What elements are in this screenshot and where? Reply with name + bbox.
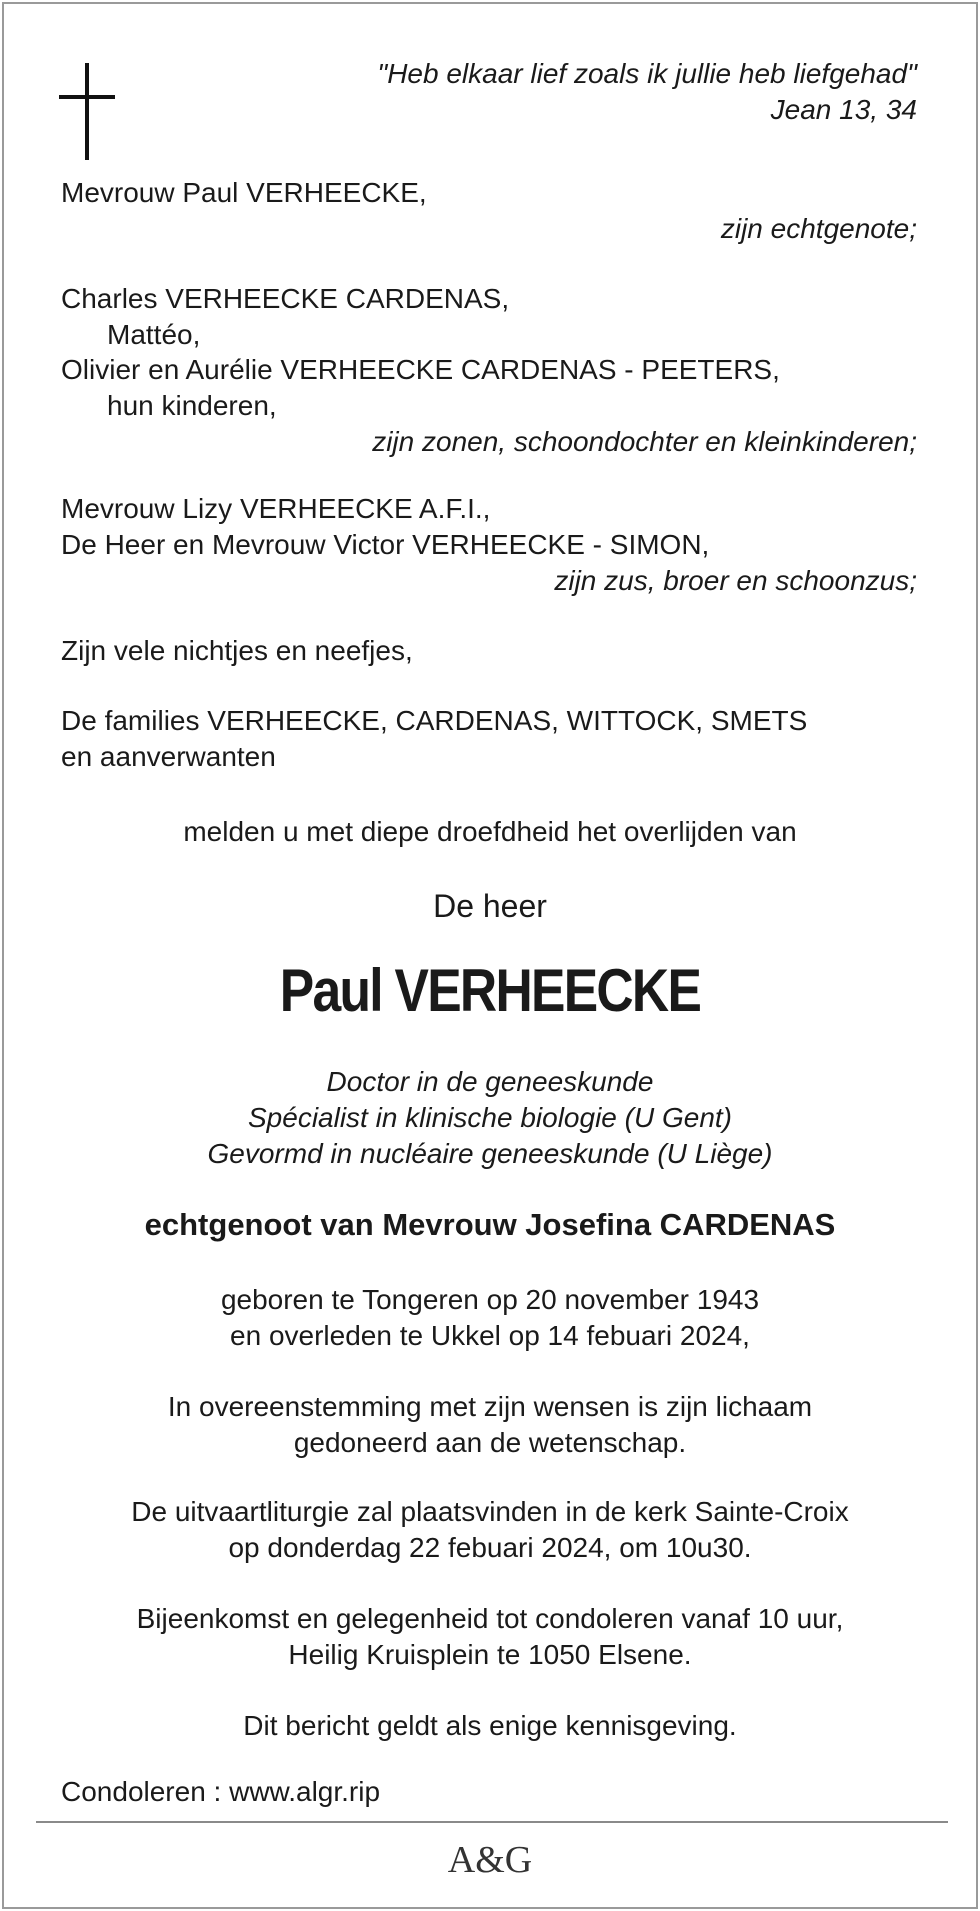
announcement: melden u met diepe droefdheid het overlijden van — [183, 816, 797, 847]
children-relation: zijn zonen, schoondochter en kleinkinderen; — [372, 426, 917, 457]
nieces-line: Zijn vele nichtjes en neefjes, — [61, 635, 413, 666]
deceased-name-wrap — [4, 956, 976, 1026]
siblings-line-2: De Heer en Mevrouw Victor VERHEECKE - SIMON, — [61, 529, 710, 560]
spouse-relation: zijn echtgenote; — [720, 213, 917, 244]
died-line: en overleden te Ukkel op 14 febuari 2024, — [230, 1320, 750, 1351]
donation-line-2: gedoneerd aan de wetenschap. — [293, 1427, 687, 1458]
liturgy-line-1: De uitvaartliturgie zal plaatsvinden in de kerk Sainte-Croix — [131, 1496, 849, 1527]
liturgy-line-2: op donderdag 22 febuari 2024, om 10u30. — [228, 1532, 752, 1563]
title-line-3: Gevormd in nucléaire geneeskunde (U Liège) — [207, 1138, 773, 1169]
gathering-line-1: Bijeenkomst en gelegenheid tot condoleren vanaf 10 uur, — [136, 1603, 844, 1634]
title-line-2: Spécialist in klinische biologie (U Gent) — [248, 1102, 732, 1133]
siblings-relation: zijn zus, broer en schoonzus; — [554, 565, 917, 596]
children-line-4: hun kinderen, — [107, 390, 277, 421]
notice-line: Dit bericht geldt als enige kennisgeving. — [243, 1710, 737, 1741]
footer-divider — [36, 1821, 948, 1823]
families-line-2: en aanverwanten — [61, 741, 276, 772]
salutation: De heer — [433, 888, 547, 924]
gathering-line-2: Heilig Kruisplein te 1050 Elsene. — [288, 1639, 692, 1670]
children-line-1: Charles VERHEECKE CARDENAS, — [61, 283, 510, 314]
deceased-name: Paul VERHEECKE — [279, 957, 701, 1024]
quote-reference: Jean 13, 34 — [770, 94, 917, 125]
siblings-line-1: Mevrouw Lizy VERHEECKE A.F.I., — [61, 493, 491, 524]
condolences-line: Condoleren : www.algr.rip — [61, 1776, 381, 1807]
publisher-logo: A&G — [447, 1839, 533, 1881]
obituary-notice — [2, 2, 978, 1909]
quote-text: "Heb elkaar lief zoals ik jullie heb liefgehad" — [377, 58, 917, 89]
spouse-of: echtgenoot van Mevrouw Josefina CARDENAS — [144, 1207, 836, 1242]
children-line-2: Mattéo, — [107, 319, 201, 350]
title-line-1: Doctor in de geneeskunde — [326, 1066, 654, 1097]
families-line-1: De families VERHEECKE, CARDENAS, WITTOCK, SMETS — [61, 705, 808, 736]
children-line-3: Olivier en Aurélie VERHEECKE CARDENAS - PEETERS, — [61, 354, 780, 385]
spouse-line: Mevrouw Paul VERHEECKE, — [61, 177, 427, 208]
donation-line-1: In overeenstemming met zijn wensen is zijn lichaam — [167, 1391, 813, 1422]
born-line: geboren te Tongeren op 20 november 1943 — [220, 1284, 760, 1315]
